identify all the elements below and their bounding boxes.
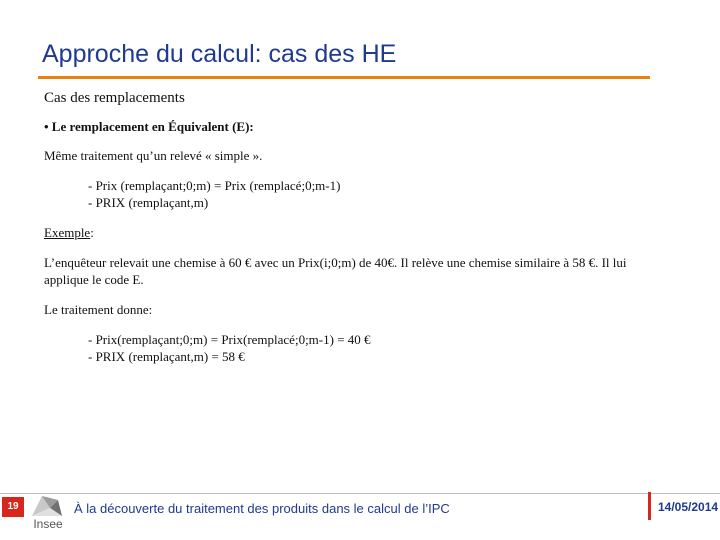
title-underline (38, 76, 650, 79)
rule-line: - PRIX (remplaçant,m) (88, 195, 209, 210)
example-label: Exemple (44, 225, 91, 240)
page-number: 19 (2, 497, 24, 517)
result-line: - PRIX (remplaçant,m) = 58 € (88, 349, 245, 364)
slide-content (44, 90, 664, 378)
example-colon: : (90, 225, 94, 240)
footer-date: 14/05/2014 (658, 500, 719, 514)
example-text: L’enquêteur relevait une chemise à 60 € avec un Prix(i;0;m) de 40€. Il relève une chemise similaire à 58 €. Il lui applique le code E. (44, 255, 627, 287)
logo-text: Insee (33, 517, 63, 531)
footer-accent-bar (648, 492, 651, 520)
results-block (88, 331, 664, 365)
intro-text: Même traitement qu’un relevé « simple ». (44, 148, 263, 163)
section-heading: Cas des remplacements (44, 90, 185, 106)
slide-title: Approche du calcul: cas des HE (42, 40, 397, 68)
result-intro: Le traitement donne: (44, 302, 153, 317)
rule-line: - Prix (remplaçant;0;m) = Prix (remplacé;0;m-1) (88, 178, 341, 193)
example-heading (44, 224, 664, 241)
footer-caption: À la découverte du traitement des produits dans le calcul de l’IPC (74, 501, 450, 516)
insee-logo (28, 494, 68, 536)
rules-block (88, 177, 664, 211)
footer-divider (0, 493, 720, 494)
result-line: - Prix(remplaçant;0;m) = Prix(remplacé;0;m-1) = 40 € (88, 332, 371, 347)
bullet-point: • Le remplacement en Équivalent (E): (44, 119, 254, 134)
logo-mark-icon (28, 494, 68, 518)
